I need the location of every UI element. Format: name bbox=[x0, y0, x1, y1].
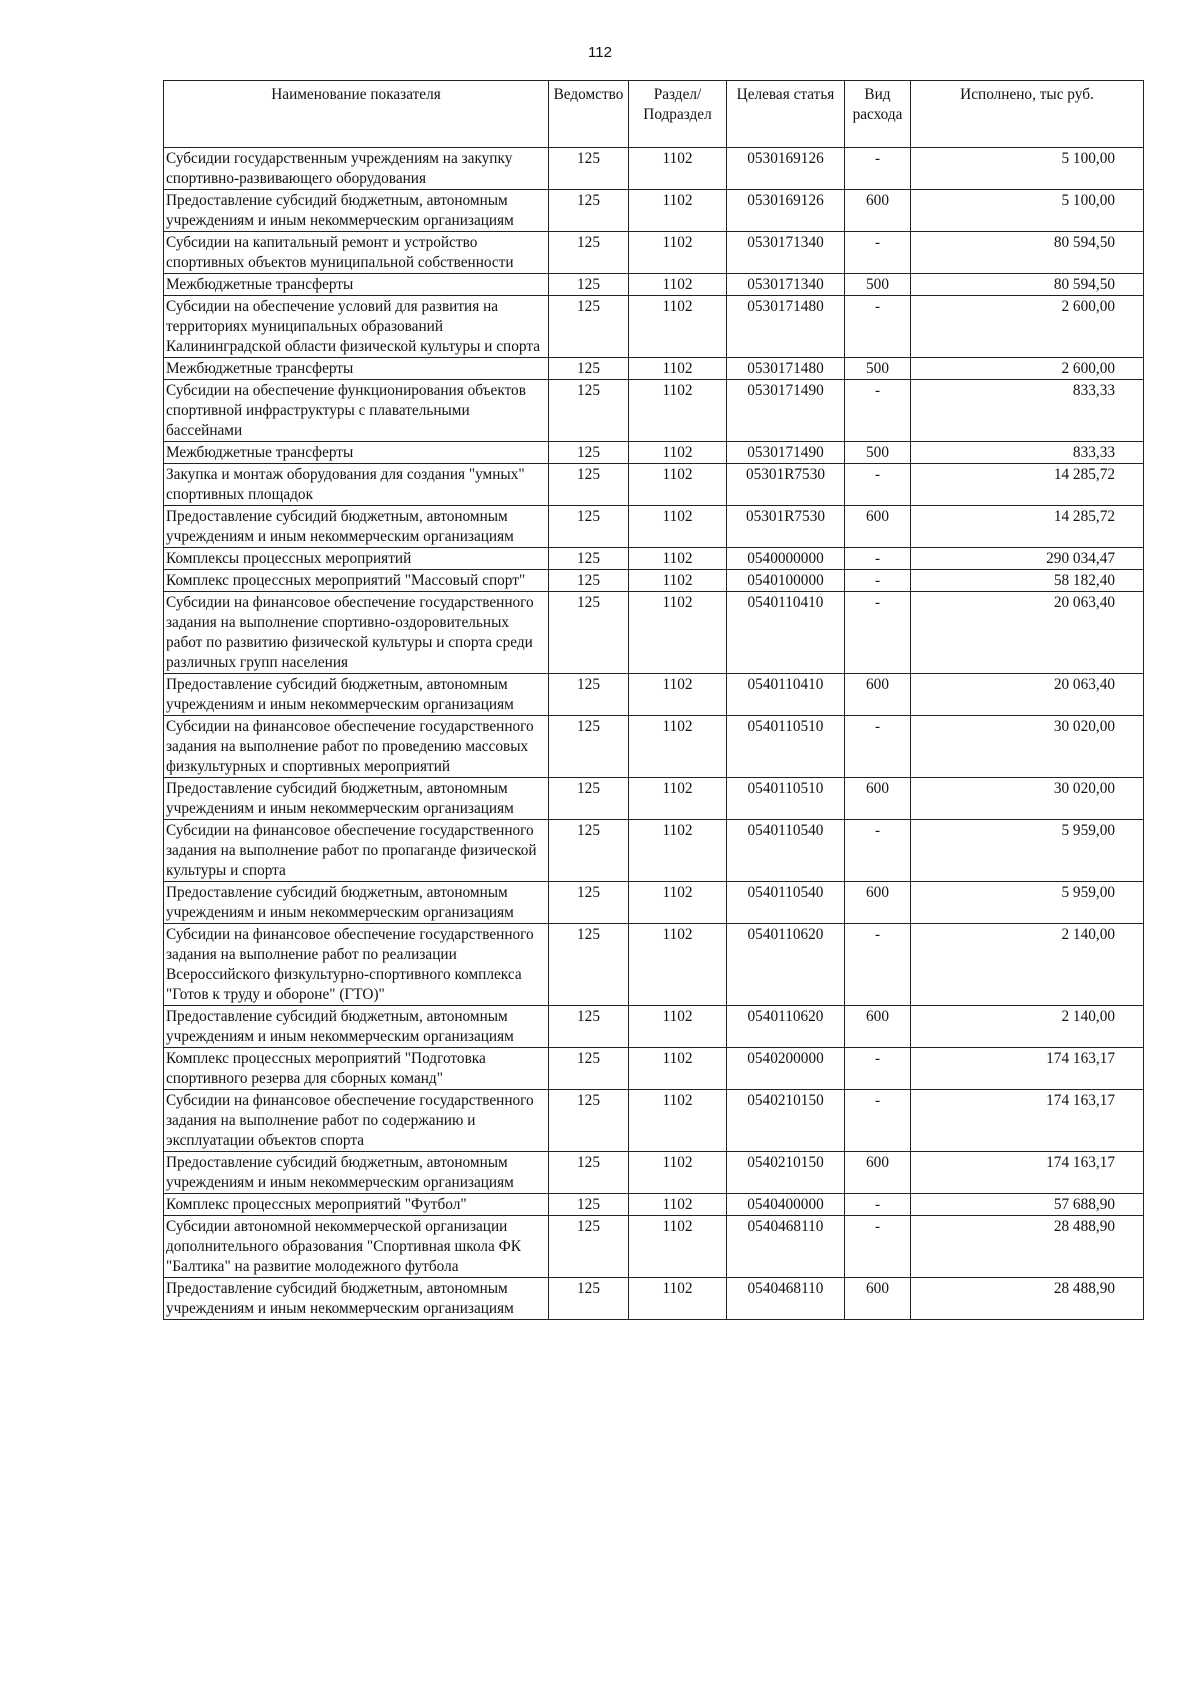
header-dept: Ведомство bbox=[549, 81, 629, 148]
cell-section: 1102 bbox=[629, 1152, 727, 1194]
cell-name: Субсидии на финансовое обеспечение государственного задания на выполнение работ по пропаганде физической культуры и спорта bbox=[164, 820, 549, 882]
cell-target: 0530171490 bbox=[727, 380, 845, 442]
cell-target: 0540468110 bbox=[727, 1278, 845, 1320]
cell-executed: 5 100,00 bbox=[911, 190, 1144, 232]
cell-dept: 125 bbox=[549, 148, 629, 190]
cell-executed: 174 163,17 bbox=[911, 1152, 1144, 1194]
page-number: 112 bbox=[588, 44, 612, 61]
cell-expense-type: - bbox=[845, 1194, 911, 1216]
table-row bbox=[164, 548, 1144, 570]
cell-section: 1102 bbox=[629, 716, 727, 778]
table-row bbox=[164, 148, 1144, 190]
cell-executed: 58 182,40 bbox=[911, 570, 1144, 592]
table-row bbox=[164, 1278, 1144, 1320]
cell-dept: 125 bbox=[549, 464, 629, 506]
table-row bbox=[164, 882, 1144, 924]
cell-section: 1102 bbox=[629, 1194, 727, 1216]
table-row bbox=[164, 1152, 1144, 1194]
cell-expense-type: 600 bbox=[845, 506, 911, 548]
cell-section: 1102 bbox=[629, 820, 727, 882]
cell-expense-type: 500 bbox=[845, 274, 911, 296]
cell-section: 1102 bbox=[629, 592, 727, 674]
cell-expense-type: - bbox=[845, 570, 911, 592]
cell-section: 1102 bbox=[629, 1278, 727, 1320]
cell-name: Межбюджетные трансферты bbox=[164, 442, 549, 464]
table-row bbox=[164, 464, 1144, 506]
cell-executed: 20 063,40 bbox=[911, 674, 1144, 716]
cell-expense-type: 600 bbox=[845, 1278, 911, 1320]
cell-dept: 125 bbox=[549, 1090, 629, 1152]
cell-section: 1102 bbox=[629, 1216, 727, 1278]
cell-name: Предоставление субсидий бюджетным, автономным учреждениям и иным некоммерческим организациям bbox=[164, 506, 549, 548]
table-row bbox=[164, 232, 1144, 274]
cell-section: 1102 bbox=[629, 506, 727, 548]
cell-name: Субсидии на финансовое обеспечение государственного задания на выполнение работ по реализации Всероссийского физкультурно-спортивного комплекса "Готов к труду и обороне" (ГТО)" bbox=[164, 924, 549, 1006]
cell-name: Комплекс процессных мероприятий "Футбол" bbox=[164, 1194, 549, 1216]
cell-section: 1102 bbox=[629, 358, 727, 380]
cell-section: 1102 bbox=[629, 464, 727, 506]
cell-name: Субсидии на обеспечение функционирования объектов спортивной инфраструктуры с плавательными бассейнами bbox=[164, 380, 549, 442]
cell-name: Предоставление субсидий бюджетным, автономным учреждениям и иным некоммерческим организациям bbox=[164, 1152, 549, 1194]
cell-target: 0540210150 bbox=[727, 1090, 845, 1152]
table-row bbox=[164, 592, 1144, 674]
cell-dept: 125 bbox=[549, 506, 629, 548]
table-row bbox=[164, 570, 1144, 592]
cell-target: 0540110510 bbox=[727, 716, 845, 778]
cell-expense-type: 600 bbox=[845, 1152, 911, 1194]
cell-executed: 5 100,00 bbox=[911, 148, 1144, 190]
cell-target: 0530169126 bbox=[727, 148, 845, 190]
cell-dept: 125 bbox=[549, 674, 629, 716]
cell-executed: 57 688,90 bbox=[911, 1194, 1144, 1216]
cell-executed: 2 140,00 bbox=[911, 924, 1144, 1006]
cell-executed: 28 488,90 bbox=[911, 1278, 1144, 1320]
cell-section: 1102 bbox=[629, 882, 727, 924]
cell-target: 0540110540 bbox=[727, 882, 845, 924]
cell-executed: 30 020,00 bbox=[911, 716, 1144, 778]
cell-dept: 125 bbox=[549, 274, 629, 296]
cell-name: Межбюджетные трансферты bbox=[164, 274, 549, 296]
header-section: Раздел/ Подраздел bbox=[629, 81, 727, 148]
header-executed: Исполнено, тыс руб. bbox=[911, 81, 1144, 148]
cell-expense-type: 600 bbox=[845, 778, 911, 820]
cell-target: 0540210150 bbox=[727, 1152, 845, 1194]
cell-expense-type: - bbox=[845, 380, 911, 442]
cell-dept: 125 bbox=[549, 1006, 629, 1048]
cell-target: 0540110410 bbox=[727, 674, 845, 716]
table-row bbox=[164, 358, 1144, 380]
cell-executed: 20 063,40 bbox=[911, 592, 1144, 674]
table-header-row bbox=[164, 81, 1144, 148]
cell-expense-type: 600 bbox=[845, 190, 911, 232]
cell-expense-type: - bbox=[845, 820, 911, 882]
table-row bbox=[164, 274, 1144, 296]
table-row bbox=[164, 380, 1144, 442]
cell-name: Субсидии на финансовое обеспечение государственного задания на выполнение работ по проведению массовых физкультурных и спортивных мероприятий bbox=[164, 716, 549, 778]
cell-dept: 125 bbox=[549, 1216, 629, 1278]
cell-executed: 290 034,47 bbox=[911, 548, 1144, 570]
cell-dept: 125 bbox=[549, 570, 629, 592]
cell-dept: 125 bbox=[549, 1152, 629, 1194]
cell-dept: 125 bbox=[549, 1048, 629, 1090]
cell-executed: 80 594,50 bbox=[911, 274, 1144, 296]
cell-section: 1102 bbox=[629, 274, 727, 296]
cell-target: 0530171340 bbox=[727, 274, 845, 296]
cell-target: 0540200000 bbox=[727, 1048, 845, 1090]
cell-name: Субсидии на капитальный ремонт и устройство спортивных объектов муниципальной собственности bbox=[164, 232, 549, 274]
cell-executed: 2 140,00 bbox=[911, 1006, 1144, 1048]
cell-section: 1102 bbox=[629, 296, 727, 358]
cell-executed: 5 959,00 bbox=[911, 882, 1144, 924]
table-row bbox=[164, 190, 1144, 232]
table-row bbox=[164, 1216, 1144, 1278]
cell-executed: 14 285,72 bbox=[911, 464, 1144, 506]
cell-dept: 125 bbox=[549, 778, 629, 820]
cell-dept: 125 bbox=[549, 1278, 629, 1320]
cell-executed: 30 020,00 bbox=[911, 778, 1144, 820]
cell-target: 0540000000 bbox=[727, 548, 845, 570]
cell-name: Предоставление субсидий бюджетным, автономным учреждениям и иным некоммерческим организациям bbox=[164, 1278, 549, 1320]
cell-expense-type: - bbox=[845, 1048, 911, 1090]
cell-executed: 174 163,17 bbox=[911, 1090, 1144, 1152]
table-row bbox=[164, 1090, 1144, 1152]
header-target: Целевая статья bbox=[727, 81, 845, 148]
cell-section: 1102 bbox=[629, 1048, 727, 1090]
cell-target: 0540468110 bbox=[727, 1216, 845, 1278]
table-row bbox=[164, 820, 1144, 882]
cell-dept: 125 bbox=[549, 232, 629, 274]
cell-name: Предоставление субсидий бюджетным, автономным учреждениям и иным некоммерческим организациям bbox=[164, 190, 549, 232]
cell-section: 1102 bbox=[629, 924, 727, 1006]
cell-executed: 28 488,90 bbox=[911, 1216, 1144, 1278]
table-row bbox=[164, 778, 1144, 820]
cell-target: 0530169126 bbox=[727, 190, 845, 232]
cell-expense-type: - bbox=[845, 464, 911, 506]
cell-name: Субсидии государственным учреждениям на закупку спортивно-развивающего оборудования bbox=[164, 148, 549, 190]
table-row bbox=[164, 1048, 1144, 1090]
cell-section: 1102 bbox=[629, 232, 727, 274]
cell-target: 05301R7530 bbox=[727, 506, 845, 548]
cell-section: 1102 bbox=[629, 148, 727, 190]
table-row bbox=[164, 674, 1144, 716]
cell-target: 0540110620 bbox=[727, 924, 845, 1006]
cell-expense-type: - bbox=[845, 592, 911, 674]
cell-name: Комплексы процессных мероприятий bbox=[164, 548, 549, 570]
cell-section: 1102 bbox=[629, 442, 727, 464]
cell-name: Субсидии на обеспечение условий для развития на территориях муниципальных образований Калининградской области физической культуры и спорта bbox=[164, 296, 549, 358]
cell-target: 0530171340 bbox=[727, 232, 845, 274]
table-row bbox=[164, 1006, 1144, 1048]
header-expense-type: Вид расхода bbox=[845, 81, 911, 148]
cell-expense-type: - bbox=[845, 924, 911, 1006]
cell-section: 1102 bbox=[629, 778, 727, 820]
cell-dept: 125 bbox=[549, 296, 629, 358]
cell-executed: 2 600,00 bbox=[911, 296, 1144, 358]
cell-dept: 125 bbox=[549, 548, 629, 570]
cell-target: 0530171480 bbox=[727, 358, 845, 380]
cell-name: Межбюджетные трансферты bbox=[164, 358, 549, 380]
cell-section: 1102 bbox=[629, 190, 727, 232]
cell-name: Закупка и монтаж оборудования для создания "умных" спортивных площадок bbox=[164, 464, 549, 506]
cell-section: 1102 bbox=[629, 1006, 727, 1048]
table-row bbox=[164, 716, 1144, 778]
cell-name: Предоставление субсидий бюджетным, автономным учреждениям и иным некоммерческим организациям bbox=[164, 882, 549, 924]
table-row bbox=[164, 296, 1144, 358]
cell-expense-type: - bbox=[845, 296, 911, 358]
cell-dept: 125 bbox=[549, 358, 629, 380]
cell-expense-type: 600 bbox=[845, 1006, 911, 1048]
cell-dept: 125 bbox=[549, 1194, 629, 1216]
cell-target: 0540110510 bbox=[727, 778, 845, 820]
cell-executed: 174 163,17 bbox=[911, 1048, 1144, 1090]
cell-expense-type: 500 bbox=[845, 358, 911, 380]
cell-name: Предоставление субсидий бюджетным, автономным учреждениям и иным некоммерческим организациям bbox=[164, 674, 549, 716]
cell-dept: 125 bbox=[549, 190, 629, 232]
cell-executed: 14 285,72 bbox=[911, 506, 1144, 548]
cell-expense-type: 500 bbox=[845, 442, 911, 464]
cell-executed: 833,33 bbox=[911, 442, 1144, 464]
cell-executed: 833,33 bbox=[911, 380, 1144, 442]
budget-table bbox=[163, 80, 1144, 1320]
cell-expense-type: - bbox=[845, 716, 911, 778]
cell-name: Комплекс процессных мероприятий "Подготовка спортивного резерва для сборных команд" bbox=[164, 1048, 549, 1090]
cell-dept: 125 bbox=[549, 820, 629, 882]
cell-target: 05301R7530 bbox=[727, 464, 845, 506]
cell-executed: 2 600,00 bbox=[911, 358, 1144, 380]
cell-target: 0540400000 bbox=[727, 1194, 845, 1216]
cell-executed: 80 594,50 bbox=[911, 232, 1144, 274]
cell-section: 1102 bbox=[629, 380, 727, 442]
cell-target: 0540100000 bbox=[727, 570, 845, 592]
cell-target: 0540110410 bbox=[727, 592, 845, 674]
cell-expense-type: 600 bbox=[845, 674, 911, 716]
cell-name: Субсидии на финансовое обеспечение государственного задания на выполнение спортивно-оздоровительных работ по развитию физической культуры и спорта среди различных групп населения bbox=[164, 592, 549, 674]
header-name: Наименование показателя bbox=[164, 81, 549, 148]
cell-expense-type: 600 bbox=[845, 882, 911, 924]
cell-executed: 5 959,00 bbox=[911, 820, 1144, 882]
cell-dept: 125 bbox=[549, 716, 629, 778]
cell-expense-type: - bbox=[845, 1090, 911, 1152]
table-row bbox=[164, 506, 1144, 548]
cell-expense-type: - bbox=[845, 232, 911, 274]
cell-target: 0540110540 bbox=[727, 820, 845, 882]
cell-expense-type: - bbox=[845, 148, 911, 190]
cell-dept: 125 bbox=[549, 592, 629, 674]
cell-target: 0530171490 bbox=[727, 442, 845, 464]
cell-name: Предоставление субсидий бюджетным, автономным учреждениям и иным некоммерческим организациям bbox=[164, 1006, 549, 1048]
cell-dept: 125 bbox=[549, 380, 629, 442]
table-row bbox=[164, 924, 1144, 1006]
cell-expense-type: - bbox=[845, 548, 911, 570]
cell-section: 1102 bbox=[629, 1090, 727, 1152]
table-row bbox=[164, 1194, 1144, 1216]
cell-target: 0540110620 bbox=[727, 1006, 845, 1048]
cell-name: Предоставление субсидий бюджетным, автономным учреждениям и иным некоммерческим организациям bbox=[164, 778, 549, 820]
cell-expense-type: - bbox=[845, 1216, 911, 1278]
cell-dept: 125 bbox=[549, 924, 629, 1006]
cell-target: 0530171480 bbox=[727, 296, 845, 358]
cell-dept: 125 bbox=[549, 882, 629, 924]
cell-dept: 125 bbox=[549, 442, 629, 464]
cell-section: 1102 bbox=[629, 674, 727, 716]
cell-name: Субсидии автономной некоммерческой организации дополнительного образования "Спортивная школа ФК "Балтика" на развитие молодежного футбола bbox=[164, 1216, 549, 1278]
cell-section: 1102 bbox=[629, 548, 727, 570]
cell-name: Комплекс процессных мероприятий "Массовый спорт" bbox=[164, 570, 549, 592]
table-row bbox=[164, 442, 1144, 464]
cell-name: Субсидии на финансовое обеспечение государственного задания на выполнение работ по содержанию и эксплуатации объектов спорта bbox=[164, 1090, 549, 1152]
cell-section: 1102 bbox=[629, 570, 727, 592]
